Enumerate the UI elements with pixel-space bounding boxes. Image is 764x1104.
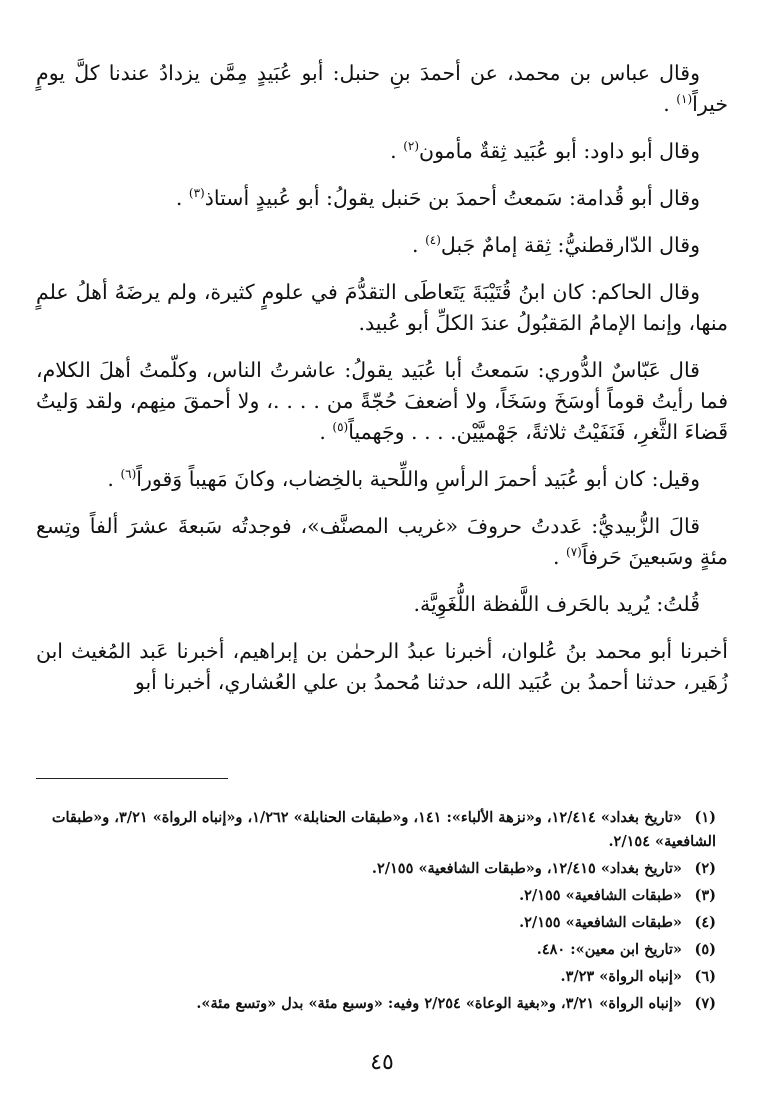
paragraph-text: وقال أبو قُدامة: سَمعتُ أحمدَ بن حَنبل يقولُ: أبو عُبيدٍ أستاذ: [204, 186, 700, 210]
footnote-marker: (٤): [694, 914, 716, 931]
paragraph-text: وقال أبو داود: أبو عُبَيد ثِقةٌ مأمون: [419, 139, 700, 163]
paragraph-text: وقال الحاكم: كان ابنُ قُتَيْبَةَ يَتَعاطَى التقدُّمَ في علومٍ كثيرة، ولم يرضَهُ أهلُ علمٍ منها، وإنما الإمامُ المَقبُولُ عندَ الكلِّ أبو عُبيد.: [36, 280, 728, 335]
footnote-5: [36, 938, 716, 962]
footnote-ref: (٣): [188, 186, 205, 201]
footnote-text: «تاريخ بغداد» ١٢/٤١٤، و«نزهة الألباء»: ١٤١، و«طبقات الحنابلة» ١/٢٦٢، و«إنباه الرواة» ٣/٢١، و«طبقات الشافعية» ٢/١٥٤.: [51, 809, 716, 850]
footnote-ref: (١): [676, 92, 693, 107]
footnote-ref: (٢): [403, 139, 420, 154]
paragraph-tail: .: [390, 139, 404, 163]
paragraph-daraqutni: [36, 230, 728, 261]
footnote-marker: (٣): [694, 887, 716, 904]
footnote-text: «تاريخ بغداد» ١٢/٤١٥، و«طبقات الشافعية» ٢/١٥٥.: [371, 860, 682, 877]
paragraph-tail: .: [412, 233, 426, 257]
footnote-7: [36, 992, 716, 1016]
paragraph-text: قالَ الزُّبيديُّ: عَددتُ حروفَ «غريب المصنَّف»، فوجدتُه سَبعةَ عشرَ ألفاً وتِسع مئةٍ وسَبعينَ حَرفاً: [36, 514, 728, 569]
paragraph-text: أخبرنا أبو محمد بنُ عُلوان، أخبرنا عبدُ الرحمٰن بن إبراهيم، أخبرنا عَبد المُغيث ابن زُهَير، حدثنا أحمدُ بن عُبَيد الله، حدثنا مُحمدُ بن علي العُشاري، أخبرنا أبو: [36, 639, 728, 694]
footnote-marker: (٥): [694, 941, 716, 958]
footnote-marker: (٦): [694, 968, 716, 985]
page-number: ٤٥: [370, 1050, 394, 1075]
paragraph-isnad: [36, 636, 728, 698]
paragraph-tail: .: [663, 92, 677, 116]
footnote-4: [36, 911, 716, 935]
footnote-ref: (٦): [120, 467, 137, 482]
footnote-2: [36, 857, 716, 881]
footnote-text: «إنباه الرواة» ٣/٢١، و«بغية الوعاة» ٢/٢٥٤ وفيه: «وسبع مئة» بدل «وتسع مئة».: [196, 995, 682, 1012]
footnote-text: «طبقات الشافعية» ٢/١٥٥.: [519, 887, 682, 904]
paragraph-abu-qudama: [36, 183, 728, 214]
paragraph-text: وقال عباس بن محمد، عن أحمدَ بنِ حنبل: أبو عُبَيدٍ مِمَّن يزدادُ عندنا كلَّ يومٍ خيراً: [36, 61, 728, 116]
footnote-divider: [36, 778, 228, 779]
footnote-text: «طبقات الشافعية» ٢/١٥٥.: [519, 914, 682, 931]
paragraph-abbas-ibn-muhammad: [36, 58, 728, 120]
footnote-text: «إنباه الرواة» ٣/٢٣.: [560, 968, 682, 985]
paragraph-text: قُلتُ: يُريد بالحَرف اللَّفظة اللُّغَوِيَّة.: [413, 592, 700, 616]
footnote-marker: (١): [694, 809, 716, 826]
footnote-6: [36, 965, 716, 989]
paragraph-tail: .: [107, 467, 121, 491]
footnote-ref: (٧): [566, 545, 582, 560]
paragraph-tail: .: [552, 545, 566, 569]
paragraph-al-hakim: [36, 277, 728, 339]
paragraph-tail: .: [319, 420, 333, 444]
paragraph-tail: .: [175, 186, 189, 210]
paragraph-abu-dawud: [36, 136, 728, 167]
paragraph-text: وقال الدّارقطنيُّ: ثِقة إمامٌ جَبل: [440, 233, 700, 257]
paragraph-text: وقيل: كان أبو عُبَيد أحمرَ الرأسِ واللِّحية بالخِضاب، وكانَ مَهيباً وَقوراً: [136, 467, 700, 491]
footnote-ref: (٤): [425, 233, 441, 248]
footnote-3: [36, 884, 716, 908]
paragraph-qultu: [36, 589, 728, 620]
footnote-marker: (٢): [694, 860, 716, 877]
paragraph-description: [36, 464, 728, 495]
footnote-1: [36, 806, 716, 854]
footnote-ref: (٥): [332, 420, 349, 435]
footnotes-section: [36, 806, 716, 1019]
paragraph-text: قال عَبّاسٌ الدُّوري: سَمعتُ أبا عُبَيد يقولُ: عاشرتُ الناس، وكلّمتُ أهلَ الكلام، فما رأيتُ قوماً أوسَخَ وسَخَاً، ولا أضعفَ حُجّةً من . . . .، ولا أحمقَ منِهم، ولقد وَليتُ قَضاءَ الثَّغرِ، فَنَفَيْتُ ثلاثةً، جَهْميَّيْن. . . . وجَهمياً: [36, 358, 728, 444]
paragraph-al-zubaydi: [36, 511, 728, 573]
footnote-text: «تاريخ ابن معين»: ٤٨٠.: [536, 941, 682, 958]
paragraph-abbas-al-duri: [36, 355, 728, 448]
main-text: [36, 58, 728, 714]
footnote-marker: (٧): [694, 995, 716, 1012]
